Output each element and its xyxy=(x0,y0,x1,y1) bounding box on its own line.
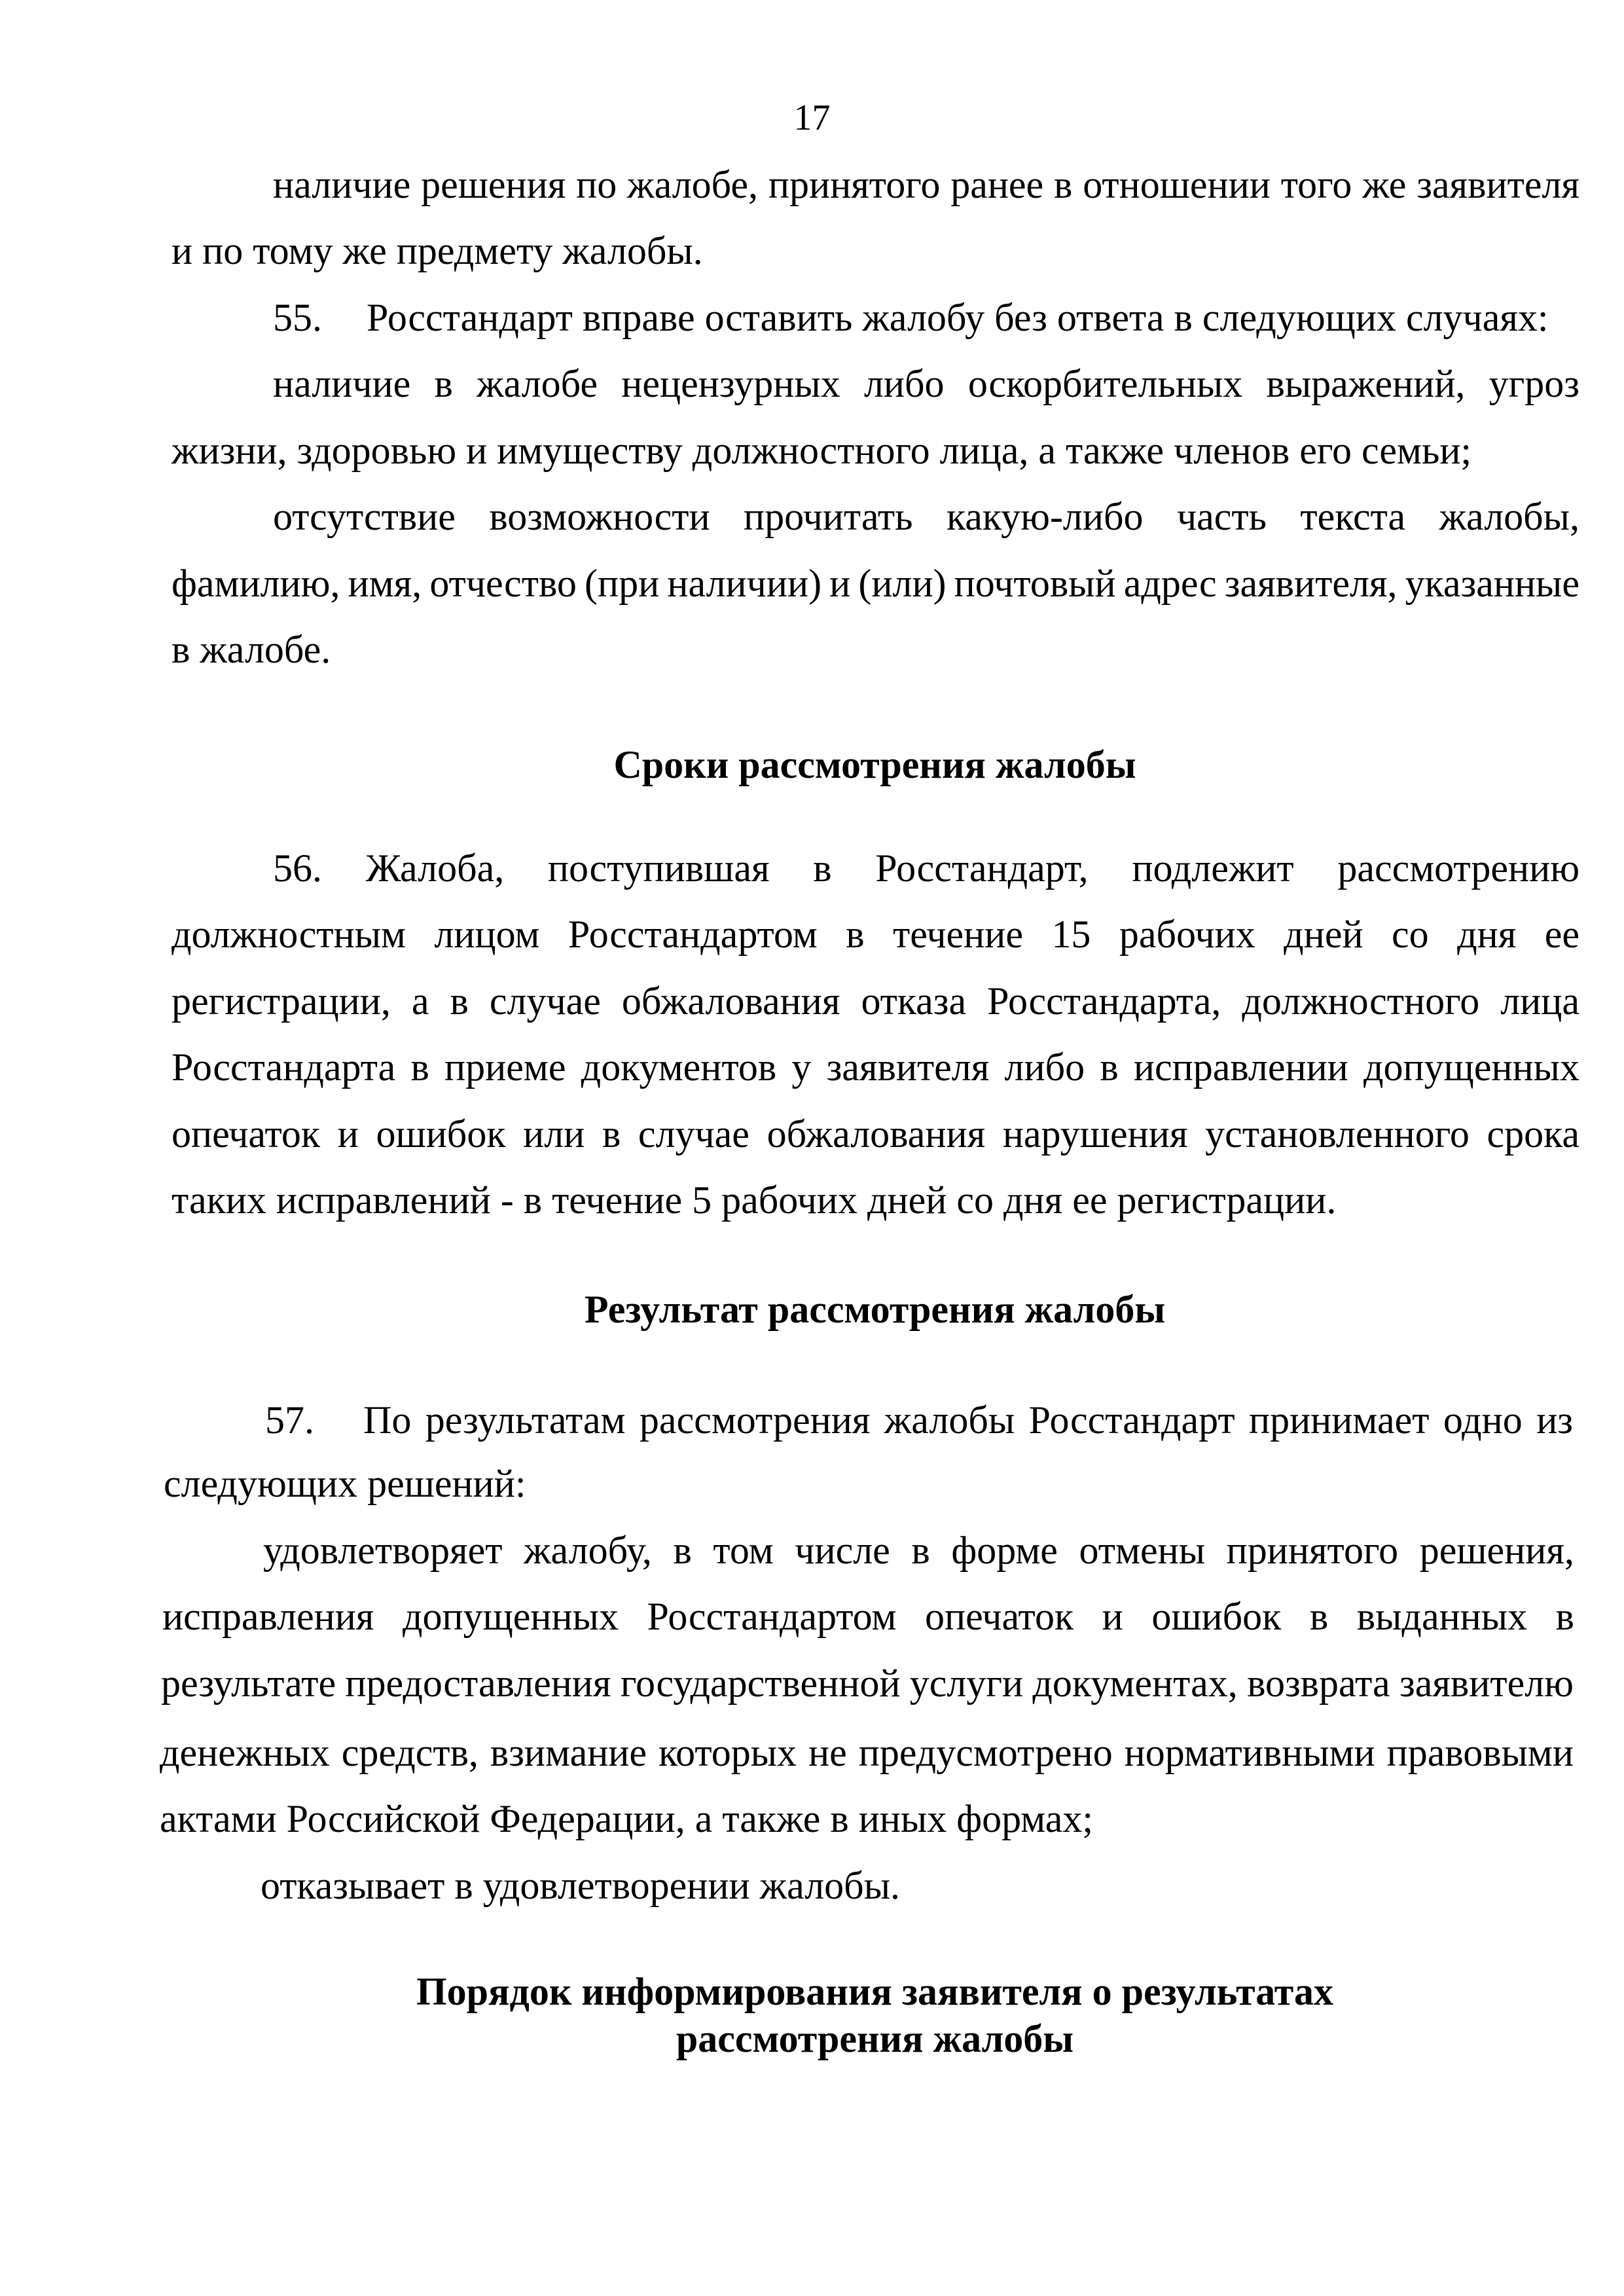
text-line: результате предоставления государственной услуги документах, возврата заявителю xyxy=(161,1662,1574,1705)
text-line: жизни, здоровью и имуществу должностного лица, а также членов его семьи; xyxy=(171,429,1472,472)
page-number: 17 xyxy=(793,98,831,138)
text-line: исправления допущенных Росстандартом опечаток и ошибок в выданных в xyxy=(162,1595,1574,1638)
text-line: таких исправлений - в течение 5 рабочих дней со дня ее регистрации. xyxy=(171,1178,1337,1222)
paragraph-number: 56. xyxy=(273,847,322,890)
text-line: регистрации, а в случае обжалования отказа Росстандарта, должностного лица xyxy=(171,979,1579,1023)
text-line: отсутствие возможности прочитать какую-либо часть текста жалобы, xyxy=(273,495,1579,538)
text-line: удовлетворяет жалобу, в том числе в форме отмены принятого решения, xyxy=(263,1529,1574,1572)
text-line: денежных средств, взимание которых не предусмотрено нормативными правовыми xyxy=(160,1731,1574,1774)
text-line: По результатам рассмотрения жалобы Росстандарт принимает одно из xyxy=(363,1398,1573,1442)
text-line: актами Российской Федерации, а также в иных формах; xyxy=(160,1797,1094,1840)
text-line: Жалоба, поступившая в Росстандарт, подлежит рассмотрению xyxy=(365,847,1580,890)
text-line: Росстандарт вправе оставить жалобу без ответа в следующих случаях: xyxy=(367,296,1549,339)
section-heading: Результат рассмотрения жалобы xyxy=(584,1288,1166,1331)
paragraph-number: 55. xyxy=(273,296,322,339)
paragraph-55 xyxy=(273,291,1549,344)
text-line: наличие решения по жалобе, принятого ранее в отношении того же заявителя xyxy=(273,163,1579,206)
text-line: отказывает в удовлетворении жалобы. xyxy=(261,1864,901,1907)
text-line: должностным лицом Росстандартом в течение 15 рабочих дней со дня ее xyxy=(171,913,1579,956)
text-line: и по тому же предмету жалобы. xyxy=(171,229,703,272)
text-line: опечаток и ошибок или в случае обжалования нарушения установленного срока xyxy=(171,1112,1579,1156)
paragraph-57 xyxy=(265,1394,1573,1446)
text-line: фамилию, имя, отчество (при наличии) и (или) почтовый адрес заявителя, указанные xyxy=(171,562,1579,605)
text-line: в жалобе. xyxy=(171,628,331,671)
text-line: следующих решений: xyxy=(164,1462,526,1505)
paragraph-number: 57. xyxy=(265,1398,314,1442)
paragraph-56 xyxy=(273,842,1579,894)
section-heading: Сроки рассмотрения жалобы xyxy=(613,743,1136,786)
section-heading-continued: рассмотрения жалобы xyxy=(676,2017,1074,2060)
section-heading: Порядок информирования заявителя о результатах xyxy=(416,1970,1333,2013)
text-line: Росстандарта в приеме документов у заявителя либо в исправлении допущенных xyxy=(171,1046,1579,1089)
text-line: наличие в жалобе нецензурных либо оскорбительных выражений, угроз xyxy=(273,362,1579,405)
